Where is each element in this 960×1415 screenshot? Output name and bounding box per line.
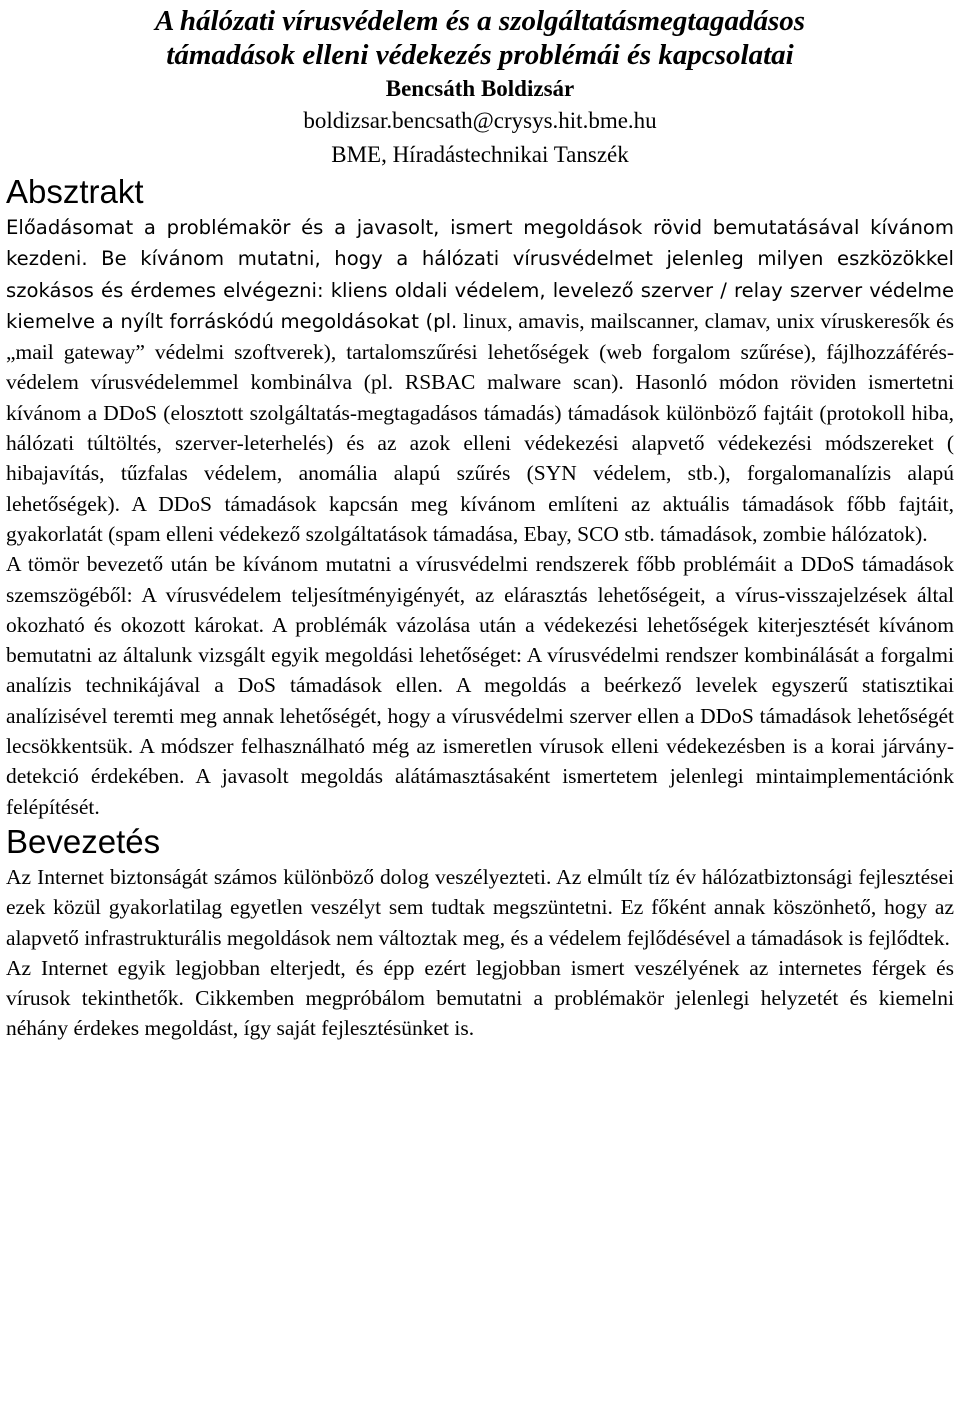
abstract-paragraph-2: A tömör bevezető után be kívánom mutatni a vírusvédelmi rendszerek főbb problémáit a DDoS támadások szemszögéből: A vírusvédelem teljesítményigényét, az elárasztás lehetőségeit, a vírus-visszajelzések által okozható és okozott károkat. A problémák vázolása után a védekezési lehetőségek kiterjesztését kívánom bemutatni az általunk vizsgált egyik megoldási lehetőséget: A vírusvédelmi rendszer kombinálását a forgalmi analízis technikájával a DoS támadások ellen. A megoldás a beérkező levelek egyszerű statisztikai analízisével teremti meg annak lehetőségét, hogy a vírusvédelmi szerver ellen a DDoS támadások lehetőségét lecsökkentsük. A módszer felhasználható még az ismeretlen vírusok elleni védekezésben is a korai járvány-detekció érdekében. A javasolt megoldás alátámasztásaként ismertetem jelenlegi mintaimplementációnk felépítését.	[6, 552, 954, 819]
title-line-2: támadások elleni védekezés problémái és kapcsolatai	[166, 39, 794, 71]
abstract-paragraph-1-serif: linux, amavis, mailscanner, clamav, unix víruskeresők és „mail gateway” védelmi szoftverek), tartalomszűrési lehetőségek (web forgalom szűrése), fájlhozzáférés-védelem vírusvédelemmel kombinálva (pl. RSBAC malware scan). Hasonló módon röviden ismertetni kívánom a DDoS (elosztott szolgáltatás-megtagadásos támadás) támadások különböző fajtáit (protokoll hiba, hálózati túltöltés, szerver-leterhelés) és az azok elleni védekezési alapvető védekezési módszereket ( hibajavítás, tűzfalas védelem, anomália alapú szűrés (SYN védelem, stb.), forgalomanalízis alapú lehetőségek). A DDoS támadások kapcsán meg kívánom említeni az aktuális támadások főbb fajtáit, gyakorlatát (spam elleni védekező szolgáltatások támadása, Ebay, SCO stb. támadások, zombie hálózatok).	[6, 308, 954, 546]
abstract-paragraph-1-sans: Előadásomat a problémakör és a javasolt, ismert megoldások rövid bemutatásával kívánom kezdeni. Be kívánom mutatni, hogy a hálózati vírusvédelmet jelenleg milyen eszközökkel szokásos és érdemes elvégezni: kliens oldali védelem, levelező szerver / relay szerver védelme kiemelve a nyílt forráskódú megoldásokat (pl.	[6, 216, 954, 333]
author-email: boldizsar.bencsath@crysys.hit.bme.hu	[303, 108, 657, 133]
abstract-heading: Absztrakt	[6, 173, 144, 210]
introduction-heading: Bevezetés	[6, 822, 161, 860]
author-name: Bencsáth Boldizsár	[385, 76, 575, 101]
introduction-paragraph-1: Az Internet biztonságát számos különböző dolog veszélyezteti. Az elmúlt tíz év hálózatbiztonsági fejlesztései ezek közül gyakorlatilag egyetlen veszélyt sem tudtak megszüntetni. Ez főként annak köszönhető, hogy az alapvető infrastrukturális megoldások nem változtak meg, és a védelem fejlődésével a támadások is fejlődtek.	[6, 864, 954, 950]
author-affiliation: BME, Híradástechnikai Tanszék	[331, 142, 629, 167]
title-line-1: A hálózati vírusvédelem és a szolgáltatásmegtagadásos	[154, 5, 806, 37]
introduction-paragraph-2: Az Internet egyik legjobban elterjedt, és épp ezért legjobban ismert veszélyének az internetes férgek és vírusok tekinthetők. Cikkemben megpróbálom bemutatni a problémakör jelenlegi helyzetét és kiemelni néhány érdekes megoldást, így saját fejlesztésünket is.	[6, 955, 954, 1041]
paper-header	[0, 0, 960, 172]
abstract-paragraph-1	[0, 212, 960, 549]
paper-title	[0, 0, 960, 72]
